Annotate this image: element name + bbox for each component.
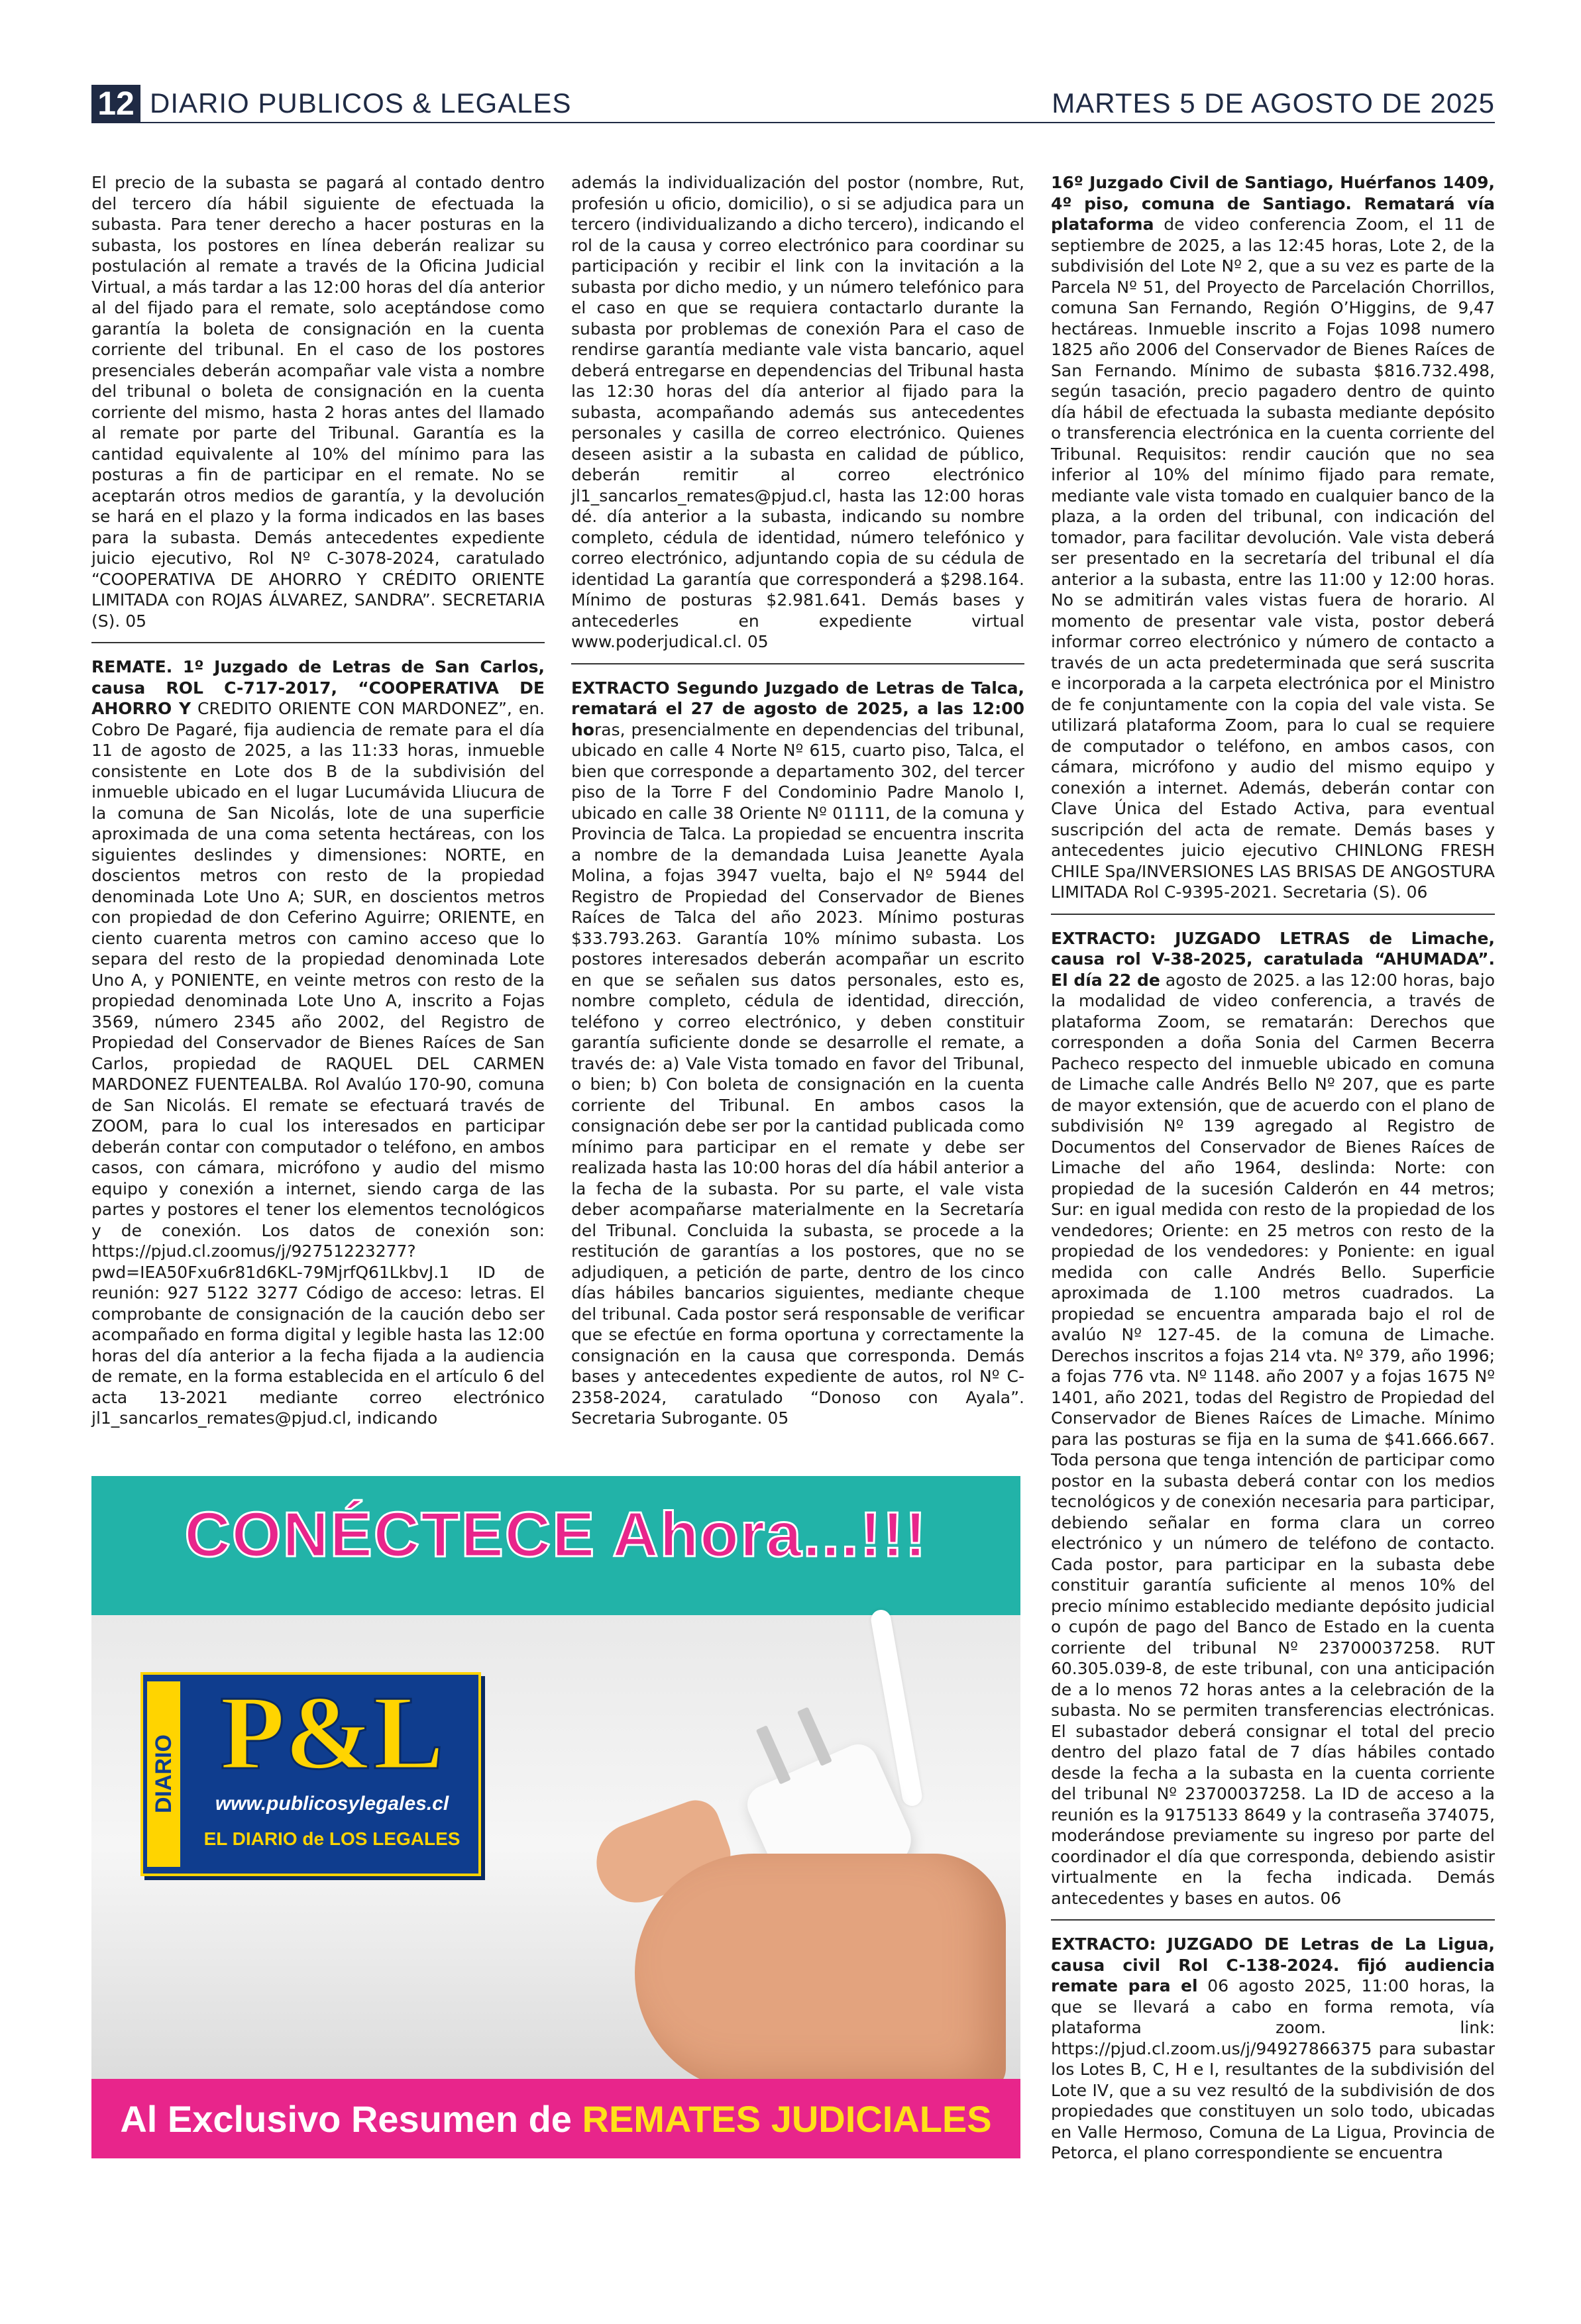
- notice-body: agosto de 2025. a las 12:00 horas, bajo la modalidad de video conferencia, a través de plataforma Zoom, se rematarán: Derechos que corresponden a doña Sonia del Carmen Becerra Pacheco respecto del inmueble ubicado en comuna de Limache calle Andrés Bello Nº 207, que es parte de mayor extensión, que de acuerdo con el plano de subdivisión Nº 139 agregado al Registro de Documentos del Conservador de Bienes Raíces de Limache del año 1964, deslinda: Norte: con propiedad de la sucesión Calderón en 44 metros; Sur: en igual medida con resto de la propiedad de los vendedores; Oriente: en 25 metros con resto de la propiedad de los vendedores: y Poniente: en igual medida con calle Andrés Bello. Superficie aproximada de 1.100 metros cuadrados. La propiedad se encuentra amparada bajo el rol de avalúo Nº 127-45. de la comuna de Limache. Derechos inscritos a fojas 214 vta. Nº 379, año 1996; a fojas 776 vta. Nº 1148. año 2007 y a fojas 1675 Nº 1401, año 2021, todas del Registro de Propiedad del Conservador de Bienes Raíces de Limache. Mínimo para las posturas se fija en la suma de $41.666.667. Toda persona que tenga intención de participar como postor en la subasta deberá contar con los medios tecnológicos y de conexión necesaria para participar, debiendo señalar en forma clara un correo electrónico y un número de teléfono de contacto. Cada postor, para participar en la subasta debe constituir garantía suficiente al menos 10% del precio mínimo establecido mediante depósito judicial o cupón de pago del Banco de Estado en la cuenta corriente del tribunal Nº 23700037258. RUT 60.305.039-8, de este tribunal, con una anticipación de a lo menos 72 horas antes a la celebración de la subasta. No se permiten transferencias electrónicas. El subastador deberá consignar el total del precio dentro del plazo fatal de 7 días hábiles contado desde la fecha a la subasta en la cuenta corriente del tribunal Nº 23700037258. La ID de acceso a la reunión es la 9175133 8649 y la contraseña 374075, moderándose previamente su ingreso por parte del coordinador el día que corresponda, debiendo asistir virtualmente en la fecha indicada. Demás antecedentes y bases en autos. 06: [1051, 970, 1495, 1908]
- logo-side-label: DIARIO: [147, 1681, 180, 1867]
- ad-bottom-text: [91, 2097, 1020, 2140]
- notice-text: además la individualización del postor (nombre, Rut, profesión u oficio, domicilio), o si se adjudica para un tercero (individualizando a dicho tercero), indicando el rol de la causa y correo electrónico para coordinar su participación y recibir el link con la invitación a la subasta por dicho medio, y un número telefónico para el caso en que se requiera contactarlo durante la subasta por problemas de conexión Para el caso de rendirse garantía mediante vale vista bancario, aquel deberá entregarse en dependencias del Tribunal hasta las 12:30 horas del día anterior al fijado para la subasta, acompañando además sus antecedentes personales y casilla de correo electrónico. Quienes deseen asistir a la subasta en calidad de público, deberán remitir al correo electrónico jl1_sancarlos_remates@pjud.cl, hasta las 12:00 horas dé. día anterior a la subasta, indicando su nombre completo, cédula de identidad, número telefónico y correo electrónico, adjuntando copia de su cédula de identidad La garantía que corresponderá a $298.164. Mínimo de posturas $2.981.641. Demás bases y antecederles en expediente virtual www.poderjudical.cl. 05: [571, 173, 1025, 651]
- pl-logo: [140, 1672, 481, 1876]
- plug-prong: [756, 1725, 791, 1785]
- page-number: 12: [91, 85, 140, 122]
- notice-text: El precio de la subasta se pagará al contado dentro del tercero día hábil siguiente de efectuada la subasta. Para tener derecho a hacer posturas en la subasta, los postores en línea deberán realizar su postulación al remate a través de la Oficina Judicial Virtual, a más tardar a las 12:00 horas del día anterior al del fijado para el remate, solo aceptándose como garantía la boleta de consignación en la cuenta corriente del tribunal. En el caso de los postores presenciales deberán acompañar vale vista a nombre del tribunal o boleta de consignación en la cuenta corriente del mismo, hasta 2 horas antes del llamado al remate por parte del Tribunal. Garantía es la cantidad equivalente al 10% del mínimo para las posturas a fin de participar en el remate. No se aceptarán otros medios de garantía, y la devolución se hará en el plazo y la forma indicados en las bases para la subasta. Demás antecedentes expediente juicio ejecutivo, Rol Nº C-3078-2024, caratulado “COOPERATIVA DE AHORRO Y CRÉDITO ORIENTE LIMITADA con ROJAS ÁLVAREZ, SANDRA”. SECRETARIA (S). 05: [91, 173, 545, 631]
- notice-heading: 16º Juzgado Civil de Santiago, Huérfanos 1409, 4º piso, comuna de Santiago. Rematará vía plataforma: [1051, 173, 1495, 234]
- column-3: [1051, 172, 1495, 2188]
- ad-bottom-highlight: REMATES JUDICIALES: [582, 2098, 992, 2140]
- notice-talca: [571, 678, 1024, 1440]
- notice-continued: [91, 172, 545, 643]
- notice-text: [1051, 1934, 1495, 2164]
- advertisement-banner: [91, 1476, 1020, 2158]
- plug-prong: [797, 1707, 832, 1766]
- notice-heading: EXTRACTO: JUZGADO LETRAS de Limache, causa rol V-38-2025, caratulada “AHUMADA”. El día 22 de: [1051, 928, 1495, 990]
- logo-url: www.publicosylegales.cl: [215, 1793, 449, 1815]
- notice-heading: EXTRACTO Segundo Juzgado de Letras de Talca, rematará el 27 de agosto de 2025, a las 12:00 ho: [571, 678, 1024, 739]
- ad-image-area: [91, 1615, 1020, 2079]
- notice-text: [571, 678, 1024, 1429]
- publication-date: MARTES 5 DE AGOSTO DE 2025: [1052, 87, 1495, 119]
- notice-text: [91, 657, 545, 1429]
- notice-text: [1051, 928, 1495, 1909]
- hand-illustration: [635, 1854, 1006, 2092]
- notice-body: ras, presencialmente en dependencias del tribunal, ubicado en calle 4 Norte Nº 615, cuarto piso, Talca, el bien que corresponde a departamento 302, del tercer piso de la Torre F del Condominio Padre Manolo I, ubicado en calle 38 Oriente Nº 01111, de la comuna y Provincia de Talca. La propiedad se encuentra inscrita a nombre de la demandada Luisa Jeanette Ayala Molina, a fojas 3947 vuelta, bajo el Nº 5944 del Registro de Propiedad del Conservador de Bienes Raíces de Talca del año 2023. Mínimo posturas $33.793.263. Garantía 10% mínimo subasta. Los postores interesados deberán acompañar un escrito en que se señalen sus datos personales, esto es, nombre completo, cédula de identidad, dirección, teléfono y correo electrónico, y deben constituir garantía suficiente donde se desarrolle el remate, a través de: a) Vale Vista tomado en favor del Tribunal, o bien; b) Con boleta de consignación en la cuenta corriente del Tribunal. En ambos casos la consignación debe ser por la cantidad publicada como mínimo para participar en el remate y debe ser realizada hasta las 10:00 horas del día hábil anterior a la fecha de la subasta. Por su parte, el vale vista deber acompañarse materialmente en la Secretaría del Tribunal. Concluida la subasta, se procede a la restitución de garantías a los postores, que no se adjudiquen, a petición de parte, dentro de los cinco días hábiles bancarios siguientes, mediante cheque del tribunal. Cada postor será responsable de verificar que se efectúe en forma oportuna y correctamente la consignación en la causa que corresponda. Demás bases y antecedentes expediente de autos, rol Nº C-2358-2024, caratulado “Donoso con Ayala”. Secretaria Subrogante. 05: [571, 719, 1024, 1428]
- notice-la-ligua: [1051, 1934, 1495, 2174]
- publication-name: DIARIO PUBLICOS & LEGALES: [150, 87, 572, 119]
- column-2: [571, 172, 1024, 1453]
- ad-headline: CONÉCTECE Ahora...!!!: [184, 1499, 928, 1570]
- column-1: [91, 172, 545, 1453]
- notice-heading: REMATE. 1º Juzgado de Letras de San Carlos, causa ROL C-717-2017, “COOPERATIVA DE AHORRO Y: [91, 657, 545, 718]
- ad-top-band: [91, 1476, 1020, 1615]
- notice-santiago: [1051, 172, 1495, 915]
- notice-body: 06 agosto 2025, 11:00 horas, la que se llevará a cabo en forma remota, vía plataforma zoom. link: https://pjud.cl.zoom.us/j/94927866375 para subastar los Lotes B, C, H e I, resultantes de la subdivisión del Lote IV, que a su vez resultó de la subdivisión de dos propiedades que constituyen un solo todo, ubicadas en Valle Hermoso, Comuna de La Ligua, Provincia de Petorca, el plano correspondiente se encuentra: [1051, 1976, 1495, 2162]
- notice-continued: [571, 172, 1024, 664]
- notice-san-carlos: [91, 657, 545, 1440]
- notice-body: de video conferencia Zoom, el 11 de septiembre de 2025, a las 12:45 horas, Lote 2, de la subdivisión del Lote Nº 2, que a su vez es parte de la Parcela Nº 51, del Proyecto de Parcelación Chorrillos, comuna San Fernando, Región O’Higgins, de 9,47 hectáreas. Inmueble inscrito a Fojas 1098 numero 1825 año 2006 del Conservador de Bienes Raíces de San Fernando. Mínimo de subasta $816.732.498, según tasación, precio pagadero dentro de quinto día hábil de efectuada la subasta mediante depósito o transferencia electrónica en la cuenta corriente del Tribunal. Requisitos: rendir caución que no sea inferior al 10% del mínimo fijado para remate, mediante vale vista tomado en cualquier banco de la plaza, a la orden del tribunal, con indicación del tomador, para facilitar devolución. Vale vista deberá ser presentado en la secretaría del tribunal el día anterior a la subasta, entre las 11:00 y 12:00 horas. No se admitirán vales vistas fuera de horario. Al momento de presentar vale vista, postor deberá informar correo electrónico y número de contacto a través de un acta predeterminada que será suscrita e incorporada a la carpeta electrónica por el Ministro de fe conjuntamente con la copia del vale vista. Se utilizará plataforma Zoom, para lo cual se requiere de computador o teléfono, en ambos casos, con cámara, micrófono y audio del mismo equipo y conexión a internet. Además, deberán contar con Clave Única del Estado Activa, para eventual suscripción del acta de remate. Demás bases y antecedentes juicio ejecutivo CHINLONG FRESH CHILE Spa/INVERSIONES LAS BRISAS DE ANGOSTURA LIMITADA Rol C-9395-2021. Secretaria (S). 06: [1051, 215, 1495, 902]
- ad-bottom-band: [91, 2079, 1020, 2158]
- page-header: [91, 85, 1495, 123]
- notice-heading: EXTRACTO: JUZGADO DE Letras de La Ligua, causa civil Rol C-138-2024. fijó audiencia remate para el: [1051, 1934, 1495, 1995]
- notice-text: [1051, 172, 1495, 903]
- ad-bottom-prefix: Al Exclusivo Resumen de: [120, 2098, 582, 2140]
- notice-limache: [1051, 928, 1495, 1921]
- notice-body: CREDITO ORIENTE CON MARDONEZ”, en. Cobro De Pagaré, fija audiencia de remate para el día 11 de agosto de 2025, a las 11:33 horas, inmueble consistente en Lote dos B de la subdivisión del inmueble ubicado en el lugar Lucumávida Lliucura de la comuna de San Nicolás, lote de una superficie aproximada de una coma setenta hectáreas, con los siguientes deslindes y dimensiones: NORTE, en doscientos metros con resto de la propiedad denominada Lote Uno A; SUR, en doscientos metros con propiedad de don Ceferino Aguirre; ORIENTE, en ciento cuarenta metros con camino acceso que lo separa del resto de la propiedad denominada Lote Uno A, y PONIENTE, en veinte metros con resto de la propiedad denominada Lote Uno A, inscrito a Fojas 3569, número 2345 año 2002, del Registro de Propiedad del Conservador de Bienes Raíces de San Carlos, propiedad de RAQUEL DEL CARMEN MARDONEZ FUENTEALBA. Rol Avalúo 170-90, comuna de San Nicolás. El remate se efectuará través de ZOOM, para lo cual los interesados en participar deberán contar con computador o teléfono, en ambos casos, con cámara, micrófono y audio del mismo equipo y conexión a internet, siendo carga de las partes y postores el tener los elementos tecnológicos y de conexión. Los datos de conexión son: https://pjud.cl.zoomus/j/92751223277?pwd=IEA50Fxu6r81d6KL-79MjrfQ61LkbvJ.1 ID de reunión: 927 5122 3277 Código de acceso: letras. El comprobante de consignación de la caución debo ser acompañado en forma digital y legible hasta las 12:00 horas del día anterior a la fecha fijada a la audiencia de remate, en la forma establecida en el artículo 6 del acta 13-2021 mediante correo electrónico jl1_sancarlos_remates@pjud.cl, indicando: [91, 699, 545, 1428]
- logo-tagline: EL DIARIO de LOS LEGALES: [203, 1828, 461, 1849]
- logo-main-text: P&L: [220, 1673, 444, 1791]
